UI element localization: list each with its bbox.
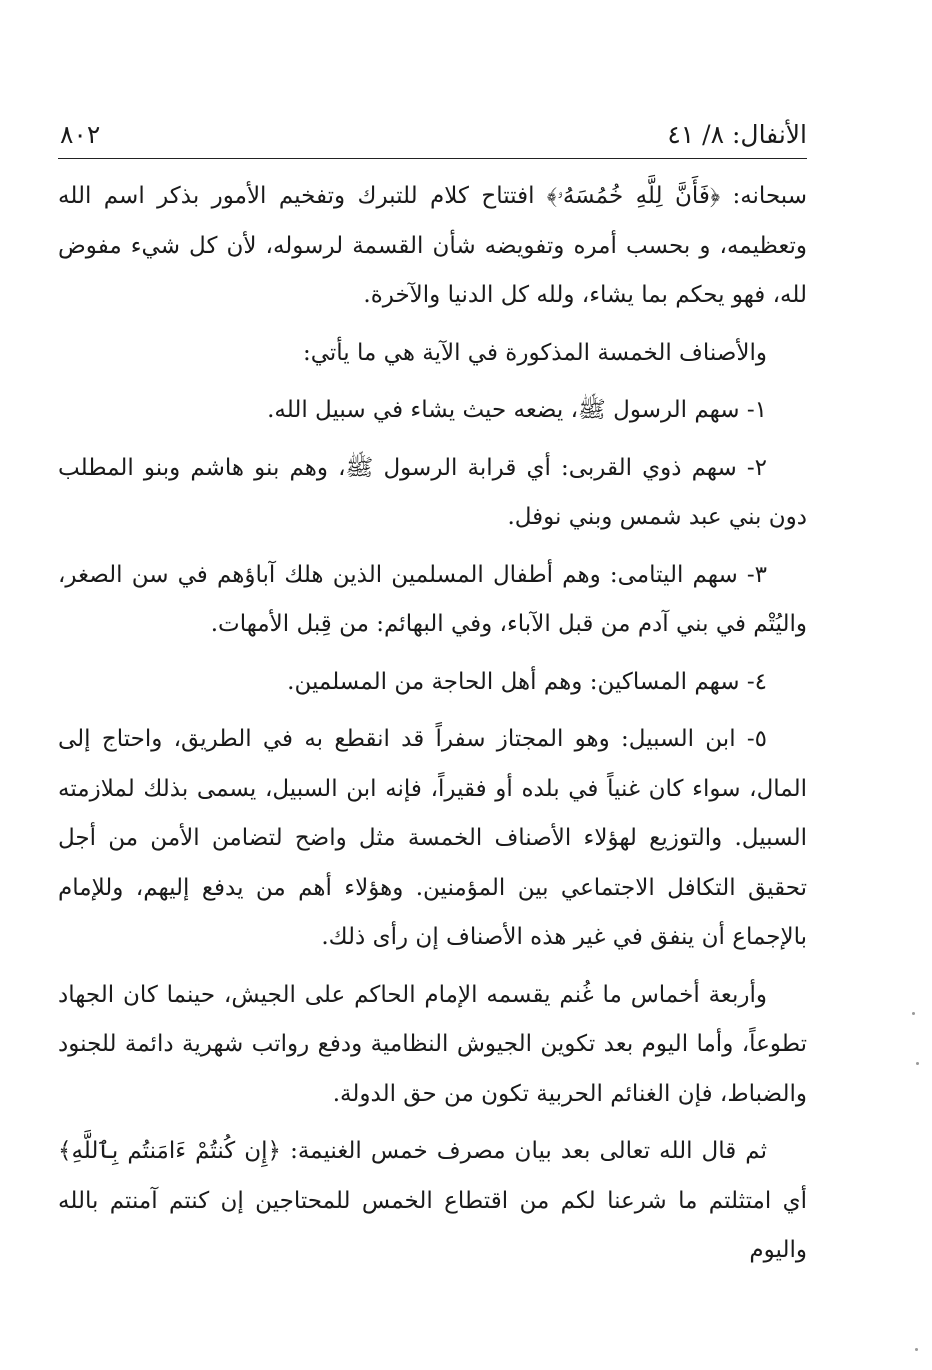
quran-verse: ﴿فَأَنَّ لِلَّهِ خُمُسَهُۥ﴾ (546, 183, 721, 209)
scan-speck (915, 1348, 918, 1351)
list-item-kinship-share (58, 444, 807, 543)
text-span: أي امتثلتم ما شرعنا لكم من اقتطاع الخمس للمحتاجين إن كنتم آمنتم بالله واليوم (58, 1187, 807, 1263)
text-span: ١- سهم الرسول ﷺ، يضعه حيث يشاء في سبيل الله. (267, 397, 767, 423)
header-rule (58, 158, 807, 159)
paragraph (58, 971, 807, 1120)
text-span: ٢- سهم ذوي القربى: أي قرابة الرسول ﷺ، وهم بنو هاشم وبنو المطلب دون بني عبد شمس وبني نوفل. (58, 454, 807, 530)
paragraph (58, 329, 807, 379)
text-span: سبحانه: (720, 183, 807, 209)
paragraph (58, 1127, 807, 1276)
text-span: ٤- سهم المساكين: وهم أهل الحاجة من المسلمين. (287, 668, 767, 695)
quran-verse: ﴿إِن كُنتُمْ ءَامَنتُم بِٱللَّهِ﴾ (58, 1138, 282, 1164)
list-item-wayfarer-share (58, 715, 807, 963)
page-number: ٨٠٢ (60, 120, 101, 149)
text-span: والأصناف الخمسة المذكورة في الآية هي ما يأتي: (302, 339, 767, 366)
text-span: ثم قال الله تعالى بعد بيان مصرف خمس الغنيمة: (281, 1138, 767, 1164)
text-span: ٣- سهم اليتامى: وهم أطفال المسلمين الذين هلك آباؤهم في سن الصغر، واليُتْم في بني آدم من قبل الآباء، وفي البهائم: من قِبل الأمهات. (58, 561, 807, 637)
text-span: افتتاح كلام للتبرك وتفخيم الأمور بذكر اسم الله وتعظيمه، و بحسب أمره وتفويضه شأن القسمة لرسوله، لأن كل شيء مفوض لله، فهو يحكم بما يشاء، ولله كل الدنيا والآخرة. (58, 183, 807, 308)
surah-verse-reference: الأنفال: ٨/ ٤١ (667, 120, 807, 149)
list-item-prophet-share (58, 386, 807, 436)
text-span: ٥- ابن السبيل: وهو المجتاز سفراً قد انقطع به في الطريق، واحتاج إلى المال، سواء كان غنياً في بلده أو فقيراً، فإنه ابن السبيل، يسمى بذلك لملازمته السبيل. والتوزيع لهؤلاء الأصناف الخمسة مثل واضح لتضامن الأمن من أجل تحقيق التكافل الاجتماعي بين المؤمنين. وهؤلاء أهم من يدفع إليهم، وللإمام بالإجماع أن ينفق في غير هذه الأصناف إن رأى ذلك. (58, 726, 807, 950)
running-header (60, 118, 807, 158)
scan-speck (912, 1012, 915, 1015)
text-span: وأربعة أخماس ما غُنم يقسمه الإمام الحاكم على الجيش، حينما كان الجهاد تطوعاً، وأما اليوم بعد تكوين الجيوش النظامية ودفع رواتب شهرية دائمة للجنود والضباط، فإن الغنائم الحربية تكون من حق الدولة. (58, 981, 807, 1107)
body-text (58, 172, 807, 1284)
scan-speck (916, 1062, 919, 1065)
list-item-needy-share (58, 658, 807, 708)
paragraph (58, 172, 807, 321)
list-item-orphans-share (58, 551, 807, 650)
